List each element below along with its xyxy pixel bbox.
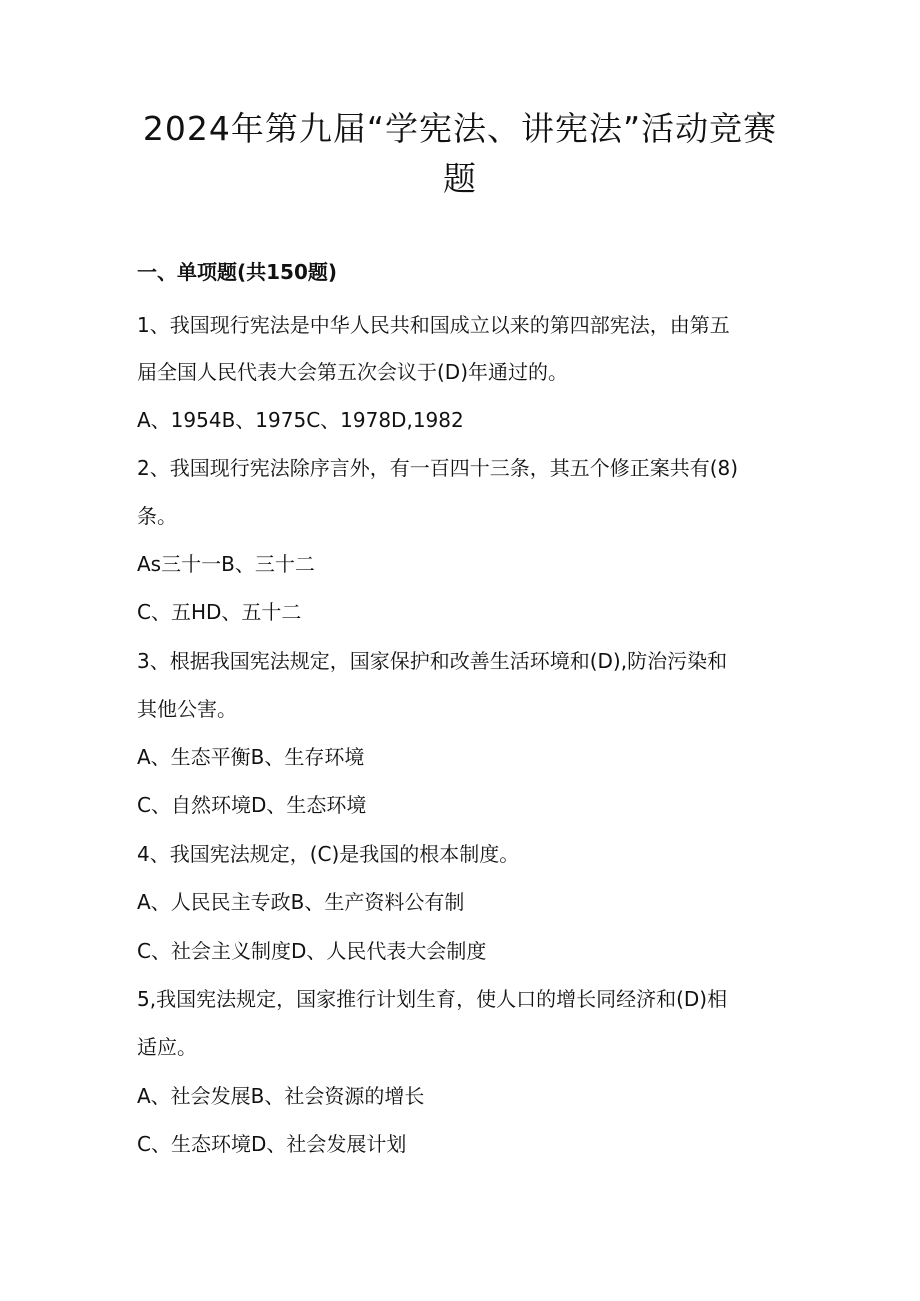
question-3-options-ab: A、生态平衡B、生存环境 <box>137 745 365 769</box>
question-1-text: 1、我国现行宪法是中华人民共和国成立以来的第四部宪法，由第五 <box>137 313 730 337</box>
document-title-line-1: 2024年第九届“学宪法、讲宪法”活动竞赛 <box>142 109 778 148</box>
question-3-text-continued: 其他公害。 <box>137 697 237 721</box>
section-heading: 一、单项题(共150题) <box>137 260 338 284</box>
question-3-options-cd: C、自然环境D、生态环境 <box>137 793 367 817</box>
question-5-options-ab: A、社会发展B、社会资源的增长 <box>137 1084 425 1108</box>
document-title <box>120 104 800 204</box>
question-2-text-continued: 条。 <box>137 504 177 528</box>
question-1-options: A、1954B、1975C、1978D,1982 <box>137 408 464 432</box>
question-5-options-cd: C、生态环境D、社会发展计划 <box>137 1132 407 1156</box>
question-3-text: 3、根据我国宪法规定，国家保护和改善生活环境和(D),防治污染和 <box>137 649 728 673</box>
question-4-options-cd: C、社会主义制度D、人民代表大会制度 <box>137 939 487 963</box>
question-4-options-ab: A、人民民主专政B、生产资料公有制 <box>137 890 465 914</box>
question-2-text: 2、我国现行宪法除序言外，有一百四十三条，其五个修正案共有(8) <box>137 456 739 480</box>
question-2-options-cd: C、五HD、五十二 <box>137 600 302 624</box>
question-5-text-continued: 适应。 <box>137 1035 197 1059</box>
question-1-text-continued: 届全国人民代表大会第五次会议于(D)年通过的。 <box>137 360 569 384</box>
question-2-options-ab: As三十一B、三十二 <box>137 552 315 576</box>
question-5-text: 5,我国宪法规定，国家推行计划生育，使人口的增长同经济和(D)相 <box>137 987 728 1011</box>
question-4-text: 4、我国宪法规定，(C)是我国的根本制度。 <box>137 842 520 866</box>
document-title-line-2: 题 <box>443 159 477 198</box>
